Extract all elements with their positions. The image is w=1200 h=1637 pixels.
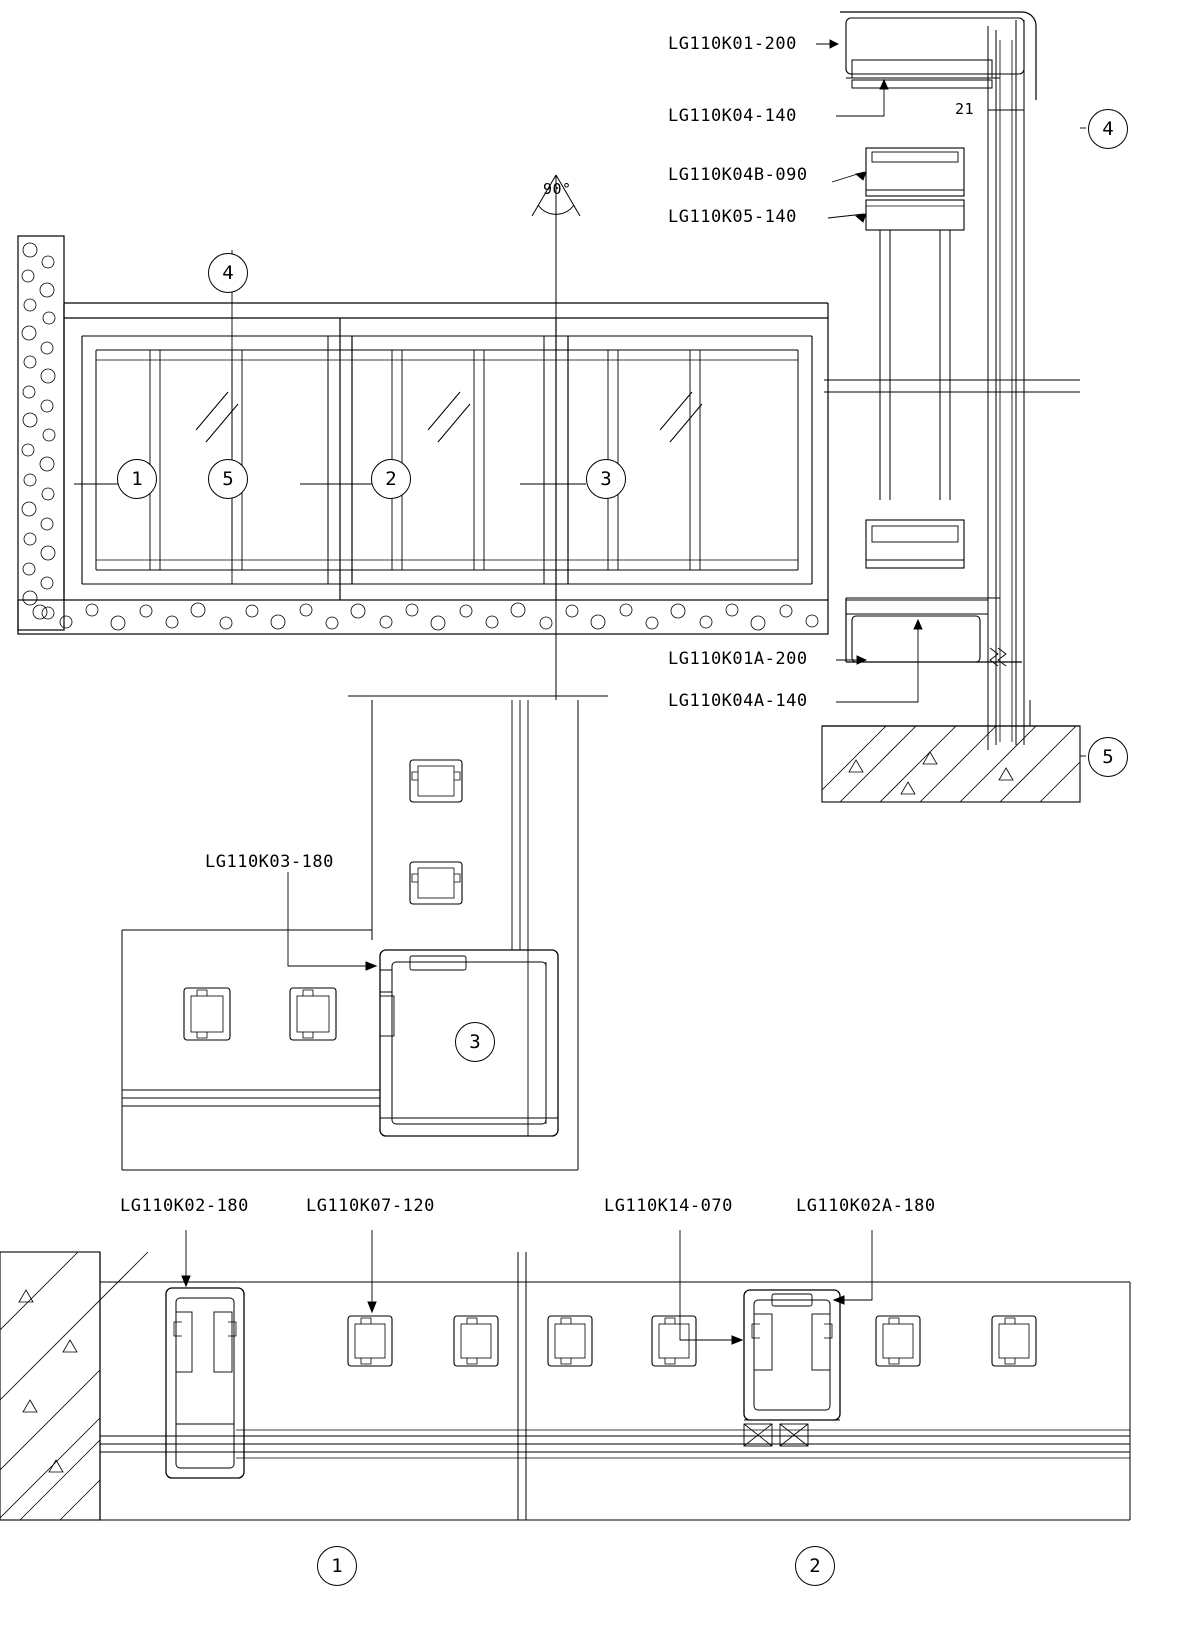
profile-square xyxy=(992,1316,1036,1366)
profile-square xyxy=(290,988,336,1040)
profile-square xyxy=(876,1316,920,1366)
profile-square xyxy=(652,1316,696,1366)
detail-bubble-elevation-3[interactable]: 3 xyxy=(586,459,626,499)
callout-lg110k04b-090: LG110K04B-090 xyxy=(668,165,808,185)
callout-lg110k02a-180: LG110K02A-180 xyxy=(796,1196,936,1216)
detail-bubble-elevation-2[interactable]: 2 xyxy=(371,459,411,499)
callout-lg110k07-120: LG110K07-120 xyxy=(306,1196,435,1216)
profile-square xyxy=(348,1316,392,1366)
bottom-plan-section xyxy=(0,1230,1130,1520)
angle-symbol-90 xyxy=(532,175,580,700)
callout-lg110k04-140: LG110K04-140 xyxy=(668,106,797,126)
concrete-hatch-right xyxy=(822,726,1080,802)
detail-bubble-elevation-4[interactable]: 4 xyxy=(208,253,248,293)
dimension-label-21: 21 xyxy=(955,100,975,118)
detail-bubble-section-5[interactable]: 5 xyxy=(1088,737,1128,777)
corner-plan-detail xyxy=(122,696,608,1170)
floor-stone-hatch xyxy=(18,600,828,634)
detail-bubble-section-4[interactable]: 4 xyxy=(1088,109,1128,149)
profile-square xyxy=(548,1316,592,1366)
profile-square xyxy=(184,988,230,1040)
detail-bubble-plan-2[interactable]: 2 xyxy=(795,1546,835,1586)
callout-lg110k03-180: LG110K03-180 xyxy=(205,852,334,872)
callout-lg110k02-180: LG110K02-180 xyxy=(120,1196,249,1216)
vertical-section-right xyxy=(822,12,1080,802)
concrete-hatch-bottom-left xyxy=(0,1252,148,1520)
callout-lg110k01a-200: LG110K01A-200 xyxy=(668,649,808,669)
callout-lg110k05-140: LG110K05-140 xyxy=(668,207,797,227)
detail-bubble-elevation-5[interactable]: 5 xyxy=(208,459,248,499)
callout-lg110k01-200: LG110K01-200 xyxy=(668,34,797,54)
detail-bubble-plan-1[interactable]: 1 xyxy=(317,1546,357,1586)
callout-lg110k14-070: LG110K14-070 xyxy=(604,1196,733,1216)
callout-lg110k04a-140: LG110K04A-140 xyxy=(668,691,808,711)
callout-leaders-top xyxy=(816,40,922,702)
wall-stone-hatch-left xyxy=(18,236,64,630)
profile-square xyxy=(410,862,462,904)
detail-bubble-corner-3[interactable]: 3 xyxy=(455,1022,495,1062)
profile-square xyxy=(410,760,462,802)
detail-bubble-elevation-1[interactable]: 1 xyxy=(117,459,157,499)
profile-square xyxy=(454,1316,498,1366)
angle-label-90: 90° xyxy=(543,180,572,198)
